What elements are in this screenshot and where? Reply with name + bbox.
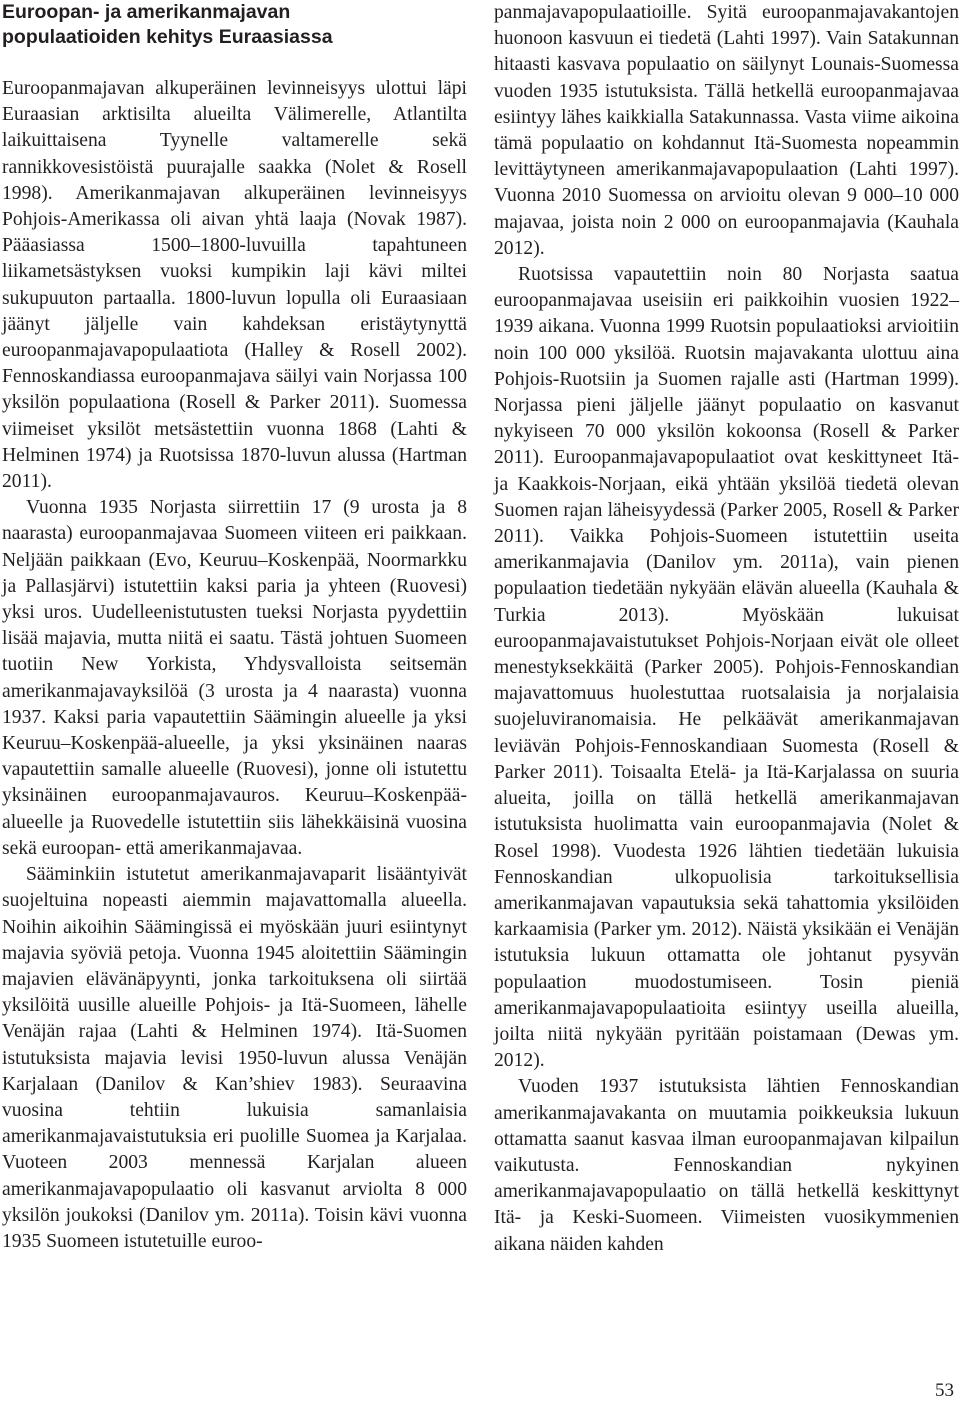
left-column — [2, 0, 467, 1255]
article-title-line2: populaatioiden kehitys Euraasiassa — [2, 26, 333, 48]
paragraph: panmajavapopulaatioille. Syitä euroopanmajavakantojen huonoon kasvuun ei tiedetä (Lahti 1997). Vain Satakunnan hitaasti kasvava populaatio on säilynyt Lounais-Suomessa vuoden 1935 istutuksista. Tällä hetkellä euroopanmajavaa esiintyy lähes kaikkialla Satakunnassa. Vasta viime aikoina tämä populaatio on kohdannut Itä-Suomesta nopeammin levittäytyneen amerikanmajavapopulaation (Lahti 1997). Vuonna 2010 Suomessa on arvioitu olevan 9 000–10 000 majavaa, joista noin 2 000 on euroopanmajavia (Kauhala 2012). — [494, 2, 959, 259]
page-number: 53 — [935, 1380, 954, 1401]
article-title — [2, 0, 467, 50]
right-column — [494, 0, 959, 1258]
paragraph: Sääminkiin istutetut amerikanmajavaparit lisääntyivät suojeltuina nopeasti aiemmin majavattomalla alueella. Noihin aikoihin Säämingissä ei myöskään juuri esiintynyt majavia syöviä petoja. Vuonna 1945 aloitettiin Säämingin majavien elävänäpyynti, jonka tarkoituksena oli siirtää yksilöitä uusille alueille Pohjois- ja Itä-Suomeen, lähelle Venäjän rajaa (Lahti & Helminen 1974). Itä-Suomen istutuksista majavia levisi 1950-luvun alussa Venäjän Karjalaan (Danilov & Kan’shiev 1983). Seuraavina vuosina tehtiin lukuisia samanlaisia amerikanmajavaistutuksia eri puolille Suomea ja Karjalaa. Vuoteen 2003 mennessä Karjalan alueen amerikanmajavapopulaatio oli kasvanut arvioltа 8 000 yksilön joukoksi (Danilov ym. 2011a). Toisin kävi vuonna 1935 Suomeen istutetuille euroo- — [2, 864, 467, 1252]
paragraph: Ruotsissa vapautettiin noin 80 Norjasta saatua euroopanmajavaa useisiin eri paikkoihin vuosien 1922–1939 aikana. Vuonna 1999 Ruotsin populaatioksi arvioitiin noin 100 000 yksilöä. Ruotsin majavakanta ulottuu aina Pohjois-Ruotsiin ja Suomen rajalle asti (Hartman 1999). Norjassa pieni jäljelle jäänyt populaatio on kasvanut nykyiseen 70 000 yksilön kokoonsa (Rosell & Parker 2011). Euroopanmajavapopulaatiot ovat keskittyneet Itä- ja Kaakkois-Norjaan, eikä yhtään yksilöä tiedetä olevan Suomen rajan läheisyydessä (Parker 2005, Rosell & Parker 2011). Vaikka Pohjois-Suomeen istutettiin useita amerikanmajavia (Danilov ym. 2011a), vain pienen populaation tiedetään nykyään elävän alueella (Kauhala & Turkia 2013). Myöskään lukuisat euroopanmajavaistutukset Pohjois-Norjaan eivät ole olleet menestyksekkäitä (Parker 2005). Pohjois-Fennoskandian majavattomuus huolestuttaa ruotsalaisia ja norjalaisia suojeluviranomaisia. He pelkäävät amerikanmajavan leviävän Pohjois-Fennoskandiaan Suomesta (Rosell & Parker 2011). Toisaalta Etelä- ja Itä-Karjalassa on suuria alueita, joilla on tällä hetkellä amerikanmajavan istutuksista huolimatta vain euroopanmajavia (Nolet & Rosel 1998). Vuodesta 1926 lähtien tiedetään lukuisia Fennoskandian ulkopuolisia tarkoituksellisia amerikanmajavan vapautuksia sekä tahattomia yksilöiden karkaamisia (Parker ym. 2012). Näistä yksikään ei Venäjän istutuksia lukuun ottamatta ole johtanut pysyvän populaation muodostumiseen. Tosin pieniä amerikanmajavapopulaatioita esiintyy useilla alueilla, joilta niitä nykyään pyritään poistamaan (Dewas ym. 2012). — [494, 264, 959, 1072]
article-title-line1: Euroopan- ja amerikanmajavan — [2, 1, 291, 23]
paragraph: Vuoden 1937 istutuksista lähtien Fennoskandian amerikanmajavakanta on muutamia poikkeuksia lukuun ottamatta saanut kasvaa ilman euroopanmajavan kilpailun vaikutusta. Fennoskandian nykyinen amerikanmajavapopulaatio on tällä hetkellä keskittynyt Itä- ja Keski-Suomeen. Viimeisten vuosikymmenien aikana näiden kahden — [494, 1076, 959, 1255]
paragraph: Vuonna 1935 Norjasta siirrettiin 17 (9 urosta ja 8 naarasta) euroopanmajavaa Suomeen viiteen eri paikkaan. Neljään paikkaan (Evo, Keuruu–Koskenpää, Noormarkku ja Pallasjärvi) istutettiin kaksi paria ja yhteen (Ruovesi) yksi uros. Uudelleenistutusten tueksi Norjasta pyydettiin lisää majavia, mutta niitä ei saatu. Tästä johtuen Suomeen tuotiin New Yorkista, Yhdysvalloista seitsemän amerikanmajavayksilöä (3 urosta ja 4 naarasta) vuonna 1937. Kaksi paria vapautettiin Säämingin alueelle ja yksi Keuruu–Koskenpää-alueelle, ja yksi yksinäinen naaras vapautettiin samalle alueelle (Ruovesi), jonne oli istutettu yksinäinen euroopanmajavauros. Keuruu–Koskenpää-alueelle ja Ruovedelle istutettiin siis lähekkäisinä vuosina sekä euroopan- että amerikanmajavaa. — [2, 497, 467, 859]
paragraph: Euroopanmajavan alkuperäinen levinneisyys ulottui läpi Euraasian arktisilta alueilta Välimerelle, Atlantilta laikuittaisena Tyynelle valtamerelle sekä rannikkovesistöistä puurajalle saakka (Nolet & Rosell 1998). Amerikanmajavan alkuperäinen levinneisyys Pohjois-Amerikassa oli aivan yhtä laaja (Novak 1987). Pääasiassa 1500–1800-luvuilla tapahtuneen liikametsästyksen vuoksi kumpikin laji kävi miltei sukupuuton partaalla. 1800-luvun lopulla oli Euraasiaan jäänyt jäljelle vain kahdeksan eristäytynyttä euroopanmajavapopulaatiota (Halley & Rosell 2002). Fennoskandiassa euroopanmajava säilyi vain Norjassa 100 yksilön populaationa (Rosell & Parker 2011). Suomessa viimeiset yksilöt metsästettiin vuonna 1868 (Lahti & Helminen 1974) ja Ruotsissa 1870-luvun alussa (Hartman 2011). — [2, 78, 467, 493]
